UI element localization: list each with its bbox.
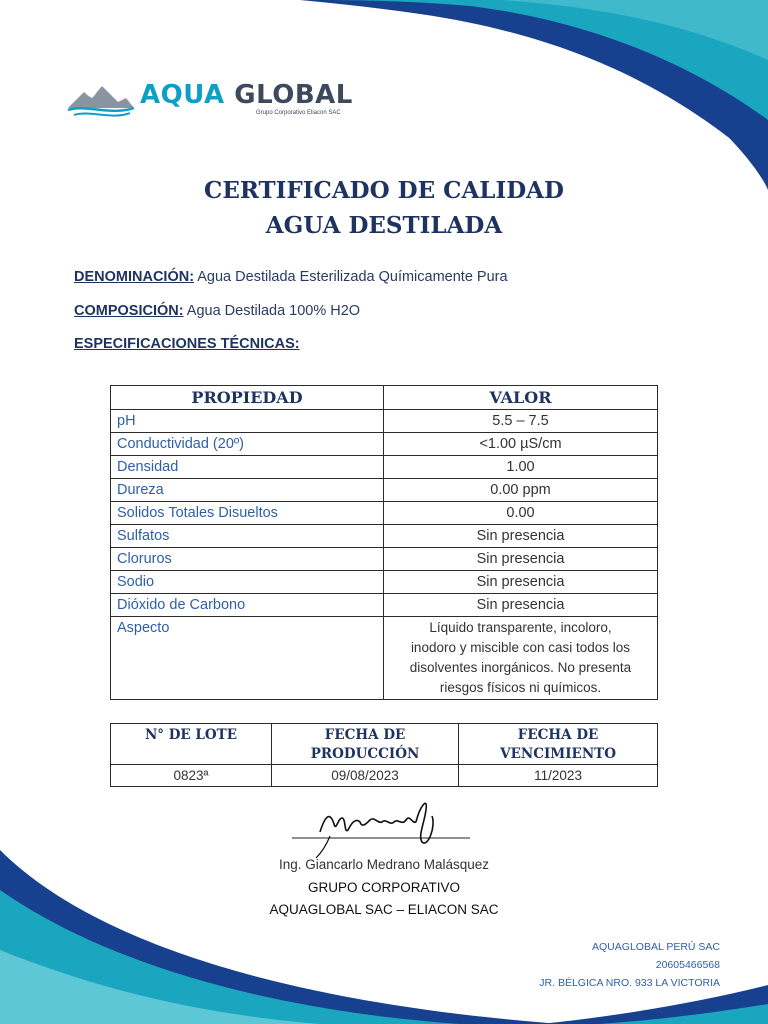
aspect-value-cell [384,617,658,700]
lot-table [110,723,658,787]
property-cell: Aspecto [111,617,384,700]
header-line: FECHA DE [517,727,599,743]
value-cell: Sin presencia [384,548,658,571]
header-lote [111,724,272,765]
table-row [111,410,658,433]
property-cell: Densidad [111,456,384,479]
header-line: VENCIMIENTO [500,746,616,762]
mountain-wave-logo-icon [66,82,136,118]
denominacion-value: Agua Destilada Esterilizada Químicamente Pura [194,269,508,285]
table-row [111,571,658,594]
composicion-value: Agua Destilada 100% H2O [183,303,361,319]
spec-table [110,385,658,700]
value-cell: 1.00 [384,456,658,479]
certificate-subtitle: AGUA DESTILADA [265,212,503,239]
property-cell: Dióxido de Carbono [111,594,384,617]
aqua-global-logo [66,76,366,126]
header-fecha-vencimiento [459,724,658,765]
table-row [111,502,658,525]
value-cell: Sin presencia [384,571,658,594]
aspect-line: Líquido transparente, incoloro, [429,620,612,635]
header-line: N° DE LOTE [144,727,238,743]
value-cell: 0.00 ppm [384,479,658,502]
table-row [111,548,658,571]
table-row-aspecto [111,617,658,700]
brand-aqua: AQUA [140,80,225,110]
table-row [111,433,658,456]
especificaciones-label: ESPECIFICACIONES TÉCNICAS: [74,336,300,352]
company-address: JR. BÉLGICA NRO. 933 LA VICTORIA [539,977,720,989]
signer-name: Ing. Giancarlo Medrano Malásquez [278,857,490,872]
lot-number-cell: 0823ª [111,765,272,787]
expiry-date-cell: 11/2023 [459,765,658,787]
brand-global: GLOBAL [234,80,353,110]
value-cell: 5.5 – 7.5 [384,410,658,433]
aspect-line: riesgos físicos ni químicos. [439,680,602,695]
spec-table-header [111,386,658,410]
property-cell: Solidos Totales Disueltos [111,502,384,525]
table-row [111,525,658,548]
table-row [111,456,658,479]
value-cell: 0.00 [384,502,658,525]
denominacion-label: DENOMINACIÓN: [74,269,195,285]
company-name: AQUAGLOBAL PERÚ SAC [592,941,720,953]
aspect-line: inodoro y miscible con casi todos los [410,640,631,655]
composicion-label: COMPOSICIÓN: [74,303,184,319]
table-row [111,479,658,502]
composicion-field [74,303,360,319]
table-row [111,765,658,787]
especificaciones-field [74,336,300,352]
header-valor: VALOR [384,386,658,410]
property-cell: pH [111,410,384,433]
property-cell: Sodio [111,571,384,594]
lot-table-header [111,724,658,765]
signer-group: GRUPO CORPORATIVO [307,880,460,895]
denominacion-field [74,269,508,285]
property-cell: Dureza [111,479,384,502]
brand-tagline: Grupo Corporativo Eliacon SAC [256,110,341,116]
header-propiedad: PROPIEDAD [111,386,384,410]
production-date-cell: 09/08/2023 [271,765,458,787]
table-row [111,594,658,617]
certificate-title: CERTIFICADO DE CALIDAD [204,177,564,204]
property-cell: Sulfatos [111,525,384,548]
value-cell: Sin presencia [384,594,658,617]
aspect-line: disolventes inorgánicos. No presenta [409,660,632,675]
header-line: FECHA DE [324,727,406,743]
header-fecha-produccion [271,724,458,765]
property-cell: Conductividad (20º) [111,433,384,456]
value-cell: <1.00 µS/cm [384,433,658,456]
value-cell: Sin presencia [384,525,658,548]
header-line: PRODUCCIÓN [310,746,420,762]
signer-companies: AQUAGLOBAL SAC – ELIACON SAC [269,902,499,917]
company-ruc: 20605466568 [655,959,720,971]
brand-name [140,80,353,110]
property-cell: Cloruros [111,548,384,571]
handwritten-signature [290,796,490,866]
